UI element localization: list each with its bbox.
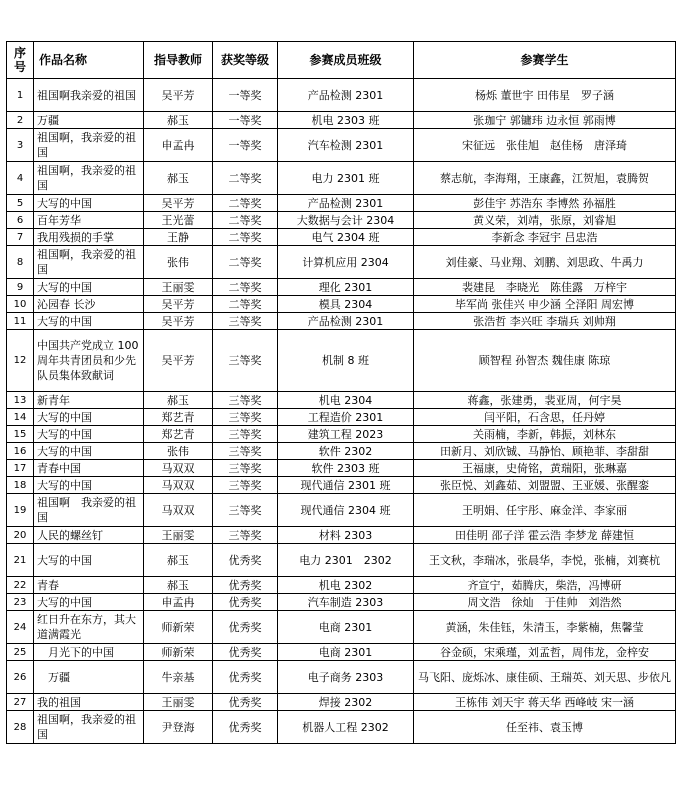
cell-class: 电子商务 2303 — [278, 661, 414, 694]
cell-work-name: 中国共产党成立 100 周年共青团员和少先队员集体致献词 — [34, 330, 144, 392]
cell-work-name: 百年芳华 — [34, 212, 144, 229]
cell-award-level: 三等奖 — [213, 313, 278, 330]
cell-no: 28 — [7, 711, 34, 744]
award-table — [6, 41, 676, 744]
cell-class: 焊接 2302 — [278, 694, 414, 711]
cell-teacher: 马双双 — [144, 477, 213, 494]
cell-no: 9 — [7, 279, 34, 296]
cell-award-level: 三等奖 — [213, 527, 278, 544]
table-body — [7, 79, 676, 744]
cell-work-name: 月光下的中国 — [34, 644, 144, 661]
cell-work-name: 祖国啊，我亲爱的祖国 — [34, 246, 144, 279]
cell-award-level: 三等奖 — [213, 460, 278, 477]
table-row — [7, 477, 676, 494]
cell-teacher: 郝玉 — [144, 577, 213, 594]
cell-no: 20 — [7, 527, 34, 544]
header-award-level: 获奖等级 — [213, 42, 278, 79]
cell-work-name: 新青年 — [34, 392, 144, 409]
cell-no: 19 — [7, 494, 34, 527]
cell-teacher: 马双双 — [144, 460, 213, 477]
cell-students: 张浩哲 李兴旺 李瑞兵 刘帅翔 — [414, 313, 676, 330]
cell-award-level: 二等奖 — [213, 296, 278, 313]
header-no: 序号 — [7, 42, 34, 79]
cell-teacher: 申孟冉 — [144, 129, 213, 162]
cell-class: 机器人工程 2302 — [278, 711, 414, 744]
cell-work-name: 大写的中国 — [34, 443, 144, 460]
cell-teacher: 马双双 — [144, 494, 213, 527]
table-row — [7, 594, 676, 611]
table-row — [7, 711, 676, 744]
cell-award-level: 优秀奖 — [213, 644, 278, 661]
table-row — [7, 661, 676, 694]
cell-work-name: 祖国啊，我亲爱的祖国 — [34, 162, 144, 195]
cell-students: 周文浩 徐灿 于佳帅 刘浩然 — [414, 594, 676, 611]
cell-teacher: 王丽雯 — [144, 527, 213, 544]
cell-no: 11 — [7, 313, 34, 330]
cell-class: 电气 2304 班 — [278, 229, 414, 246]
cell-no: 21 — [7, 544, 34, 577]
cell-award-level: 优秀奖 — [213, 544, 278, 577]
cell-students: 宋征远 张佳旭 赵佳杨 唐泽琦 — [414, 129, 676, 162]
cell-no: 18 — [7, 477, 34, 494]
table-row — [7, 296, 676, 313]
table-row — [7, 494, 676, 527]
cell-class: 机电 2302 — [278, 577, 414, 594]
header-row — [7, 42, 676, 79]
cell-award-level: 二等奖 — [213, 195, 278, 212]
header-students: 参赛学生 — [414, 42, 676, 79]
cell-class: 机电 2304 — [278, 392, 414, 409]
cell-work-name: 祖国啊，我亲爱的祖国 — [34, 129, 144, 162]
cell-award-level: 优秀奖 — [213, 661, 278, 694]
cell-work-name: 大写的中国 — [34, 477, 144, 494]
cell-students: 杨烁 董世宇 田伟星 罗子涵 — [414, 79, 676, 112]
table-row — [7, 611, 676, 644]
cell-work-name: 青春中国 — [34, 460, 144, 477]
cell-award-level: 二等奖 — [213, 246, 278, 279]
cell-class: 机电 2303 班 — [278, 112, 414, 129]
cell-class: 汽车检测 2301 — [278, 129, 414, 162]
table-row — [7, 577, 676, 594]
cell-work-name: 人民的螺丝钉 — [34, 527, 144, 544]
table-row — [7, 460, 676, 477]
cell-students: 齐宣宁，茹腾庆，柴浩，冯博研 — [414, 577, 676, 594]
cell-work-name: 祖国啊我亲爱的祖国 — [34, 79, 144, 112]
cell-class: 电商 2301 — [278, 611, 414, 644]
cell-class: 电力 2301 班 — [278, 162, 414, 195]
cell-work-name: 万疆 — [34, 112, 144, 129]
cell-work-name: 大写的中国 — [34, 313, 144, 330]
table-row — [7, 392, 676, 409]
cell-no: 23 — [7, 594, 34, 611]
cell-work-name: 红日升在东方，其大道满霞光 — [34, 611, 144, 644]
cell-no: 4 — [7, 162, 34, 195]
cell-award-level: 二等奖 — [213, 279, 278, 296]
cell-teacher: 师新荣 — [144, 611, 213, 644]
cell-students: 马飞阳、庞烁冰、康佳硕、王瑞英、刘天思、步依凡 — [414, 661, 676, 694]
table-row — [7, 694, 676, 711]
cell-class: 现代通信 2301 班 — [278, 477, 414, 494]
table-row — [7, 195, 676, 212]
cell-class: 汽车制造 2303 — [278, 594, 414, 611]
cell-no: 3 — [7, 129, 34, 162]
cell-students: 田新月、刘欣铖、马静怡、顾艳菲、李甜甜 — [414, 443, 676, 460]
cell-teacher: 王丽雯 — [144, 694, 213, 711]
cell-students: 闫平阳，石含思，任丹婷 — [414, 409, 676, 426]
cell-work-name: 沁园春 长沙 — [34, 296, 144, 313]
cell-no: 8 — [7, 246, 34, 279]
cell-no: 10 — [7, 296, 34, 313]
cell-class: 电力 2301 2302 — [278, 544, 414, 577]
cell-no: 14 — [7, 409, 34, 426]
table-row — [7, 246, 676, 279]
table-row — [7, 229, 676, 246]
cell-class: 产品检测 2301 — [278, 195, 414, 212]
cell-teacher: 吴平芳 — [144, 313, 213, 330]
table-row — [7, 129, 676, 162]
table-row — [7, 426, 676, 443]
cell-no: 17 — [7, 460, 34, 477]
header-class: 参赛成员班级 — [278, 42, 414, 79]
header-teacher: 指导教师 — [144, 42, 213, 79]
cell-no: 12 — [7, 330, 34, 392]
cell-no: 26 — [7, 661, 34, 694]
cell-students: 黄义荣，刘靖，张原，刘睿旭 — [414, 212, 676, 229]
cell-work-name: 万疆 — [34, 661, 144, 694]
cell-no: 7 — [7, 229, 34, 246]
cell-work-name: 大写的中国 — [34, 409, 144, 426]
table-row — [7, 527, 676, 544]
cell-no: 24 — [7, 611, 34, 644]
cell-teacher: 郝玉 — [144, 112, 213, 129]
cell-class: 软件 2303 班 — [278, 460, 414, 477]
cell-work-name: 大写的中国 — [34, 279, 144, 296]
cell-award-level: 二等奖 — [213, 212, 278, 229]
cell-teacher: 王丽雯 — [144, 279, 213, 296]
cell-teacher: 郝玉 — [144, 392, 213, 409]
cell-award-level: 三等奖 — [213, 330, 278, 392]
cell-award-level: 三等奖 — [213, 494, 278, 527]
cell-class: 软件 2302 — [278, 443, 414, 460]
cell-award-level: 三等奖 — [213, 477, 278, 494]
cell-teacher: 郝玉 — [144, 544, 213, 577]
cell-teacher: 张伟 — [144, 246, 213, 279]
cell-award-level: 优秀奖 — [213, 594, 278, 611]
table-row — [7, 409, 676, 426]
table-row — [7, 279, 676, 296]
cell-work-name: 大写的中国 — [34, 426, 144, 443]
cell-class: 理化 2301 — [278, 279, 414, 296]
cell-class: 计算机应用 2304 — [278, 246, 414, 279]
table-row — [7, 443, 676, 460]
cell-work-name: 青春 — [34, 577, 144, 594]
cell-award-level: 优秀奖 — [213, 711, 278, 744]
cell-teacher: 张伟 — [144, 443, 213, 460]
cell-students: 王文秋，李瑞冰，张晨华，李悦，张楠，刘赛杭 — [414, 544, 676, 577]
cell-teacher: 吴平芳 — [144, 79, 213, 112]
cell-students: 谷金硕，宋乘瑾，刘孟哲，周伟龙，金梓安 — [414, 644, 676, 661]
cell-students: 王福康，史倚铭，黄瑞阳，张琳嘉 — [414, 460, 676, 477]
cell-teacher: 郑艺青 — [144, 426, 213, 443]
cell-class: 电商 2301 — [278, 644, 414, 661]
cell-award-level: 二等奖 — [213, 229, 278, 246]
cell-students: 王栋伟 刘天宇 蒋天华 西峰岐 宋一涵 — [414, 694, 676, 711]
cell-teacher: 吴平芳 — [144, 330, 213, 392]
cell-students: 裴建昆 李晓光 陈佳露 万梓宇 — [414, 279, 676, 296]
cell-no: 25 — [7, 644, 34, 661]
cell-award-level: 三等奖 — [213, 443, 278, 460]
cell-work-name: 大写的中国 — [34, 594, 144, 611]
cell-teacher: 王光蕾 — [144, 212, 213, 229]
cell-teacher: 尹登海 — [144, 711, 213, 744]
cell-no: 2 — [7, 112, 34, 129]
cell-class: 材料 2303 — [278, 527, 414, 544]
cell-award-level: 三等奖 — [213, 409, 278, 426]
cell-students: 王明娟、任宇彤、麻金洋、李家丽 — [414, 494, 676, 527]
cell-work-name: 我用残损的手掌 — [34, 229, 144, 246]
cell-class: 模具 2304 — [278, 296, 414, 313]
cell-teacher: 郑艺青 — [144, 409, 213, 426]
table-row — [7, 212, 676, 229]
cell-class: 现代通信 2304 班 — [278, 494, 414, 527]
table-row — [7, 313, 676, 330]
cell-no: 6 — [7, 212, 34, 229]
cell-award-level: 二等奖 — [213, 162, 278, 195]
cell-award-level: 一等奖 — [213, 112, 278, 129]
cell-students: 蔡志航，李海翔，王康鑫，江贺旭，袁腾贺 — [414, 162, 676, 195]
cell-class: 机制 8 班 — [278, 330, 414, 392]
table-row — [7, 544, 676, 577]
cell-work-name: 大写的中国 — [34, 544, 144, 577]
cell-teacher: 牛亲基 — [144, 661, 213, 694]
cell-teacher: 申孟冉 — [144, 594, 213, 611]
cell-award-level: 优秀奖 — [213, 611, 278, 644]
cell-class: 产品检测 2301 — [278, 313, 414, 330]
cell-class: 建筑工程 2023 — [278, 426, 414, 443]
cell-no: 1 — [7, 79, 34, 112]
cell-no: 15 — [7, 426, 34, 443]
cell-students: 刘佳豪、马业翔、刘鹏、刘思政、牛禹力 — [414, 246, 676, 279]
cell-work-name: 祖国啊，我亲爱的祖国 — [34, 711, 144, 744]
cell-work-name: 祖国啊 我亲爱的祖国 — [34, 494, 144, 527]
cell-no: 16 — [7, 443, 34, 460]
table-row — [7, 644, 676, 661]
cell-award-level: 优秀奖 — [213, 577, 278, 594]
cell-students: 张臣悦、刘鑫茹、刘盟盟、王亚媛、张醒銮 — [414, 477, 676, 494]
cell-no: 5 — [7, 195, 34, 212]
table-row — [7, 79, 676, 112]
cell-teacher: 郝玉 — [144, 162, 213, 195]
cell-work-name: 我的祖国 — [34, 694, 144, 711]
cell-students: 田佳明 邵子洋 霍云浩 李梦龙 薛建恒 — [414, 527, 676, 544]
cell-class: 产品检测 2301 — [278, 79, 414, 112]
cell-work-name: 大写的中国 — [34, 195, 144, 212]
cell-award-level: 三等奖 — [213, 392, 278, 409]
cell-students: 顾智程 孙智杰 魏佳康 陈琼 — [414, 330, 676, 392]
cell-students: 毕军尚 张佳兴 申少涵 仝泽阳 周宏博 — [414, 296, 676, 313]
table-row — [7, 162, 676, 195]
cell-no: 22 — [7, 577, 34, 594]
cell-award-level: 一等奖 — [213, 129, 278, 162]
cell-students: 黄涵，朱佳钰，朱清玉，李紫楠，焦馨莹 — [414, 611, 676, 644]
cell-award-level: 一等奖 — [213, 79, 278, 112]
cell-no: 13 — [7, 392, 34, 409]
cell-teacher: 王静 — [144, 229, 213, 246]
cell-students: 彭佳宇 苏浩东 李博然 孙福胜 — [414, 195, 676, 212]
cell-award-level: 三等奖 — [213, 426, 278, 443]
table-row — [7, 112, 676, 129]
cell-students: 蒋鑫，张建勇，裴亚周，何宇昊 — [414, 392, 676, 409]
cell-class: 工程造价 2301 — [278, 409, 414, 426]
cell-teacher: 吴平芳 — [144, 195, 213, 212]
cell-teacher: 师新荣 — [144, 644, 213, 661]
table-header — [7, 42, 676, 79]
table-row — [7, 330, 676, 392]
cell-students: 李新念 李冠宇 吕忠浩 — [414, 229, 676, 246]
cell-teacher: 吴平芳 — [144, 296, 213, 313]
cell-no: 27 — [7, 694, 34, 711]
cell-students: 关雨楠，李新，韩振，刘林东 — [414, 426, 676, 443]
header-work-name: 作品名称 — [34, 42, 144, 79]
cell-students: 任至祎、袁玉博 — [414, 711, 676, 744]
cell-class: 大数据与会计 2304 — [278, 212, 414, 229]
cell-award-level: 优秀奖 — [213, 694, 278, 711]
cell-students: 张珈宁 郭镛玮 边永恒 郭雨博 — [414, 112, 676, 129]
